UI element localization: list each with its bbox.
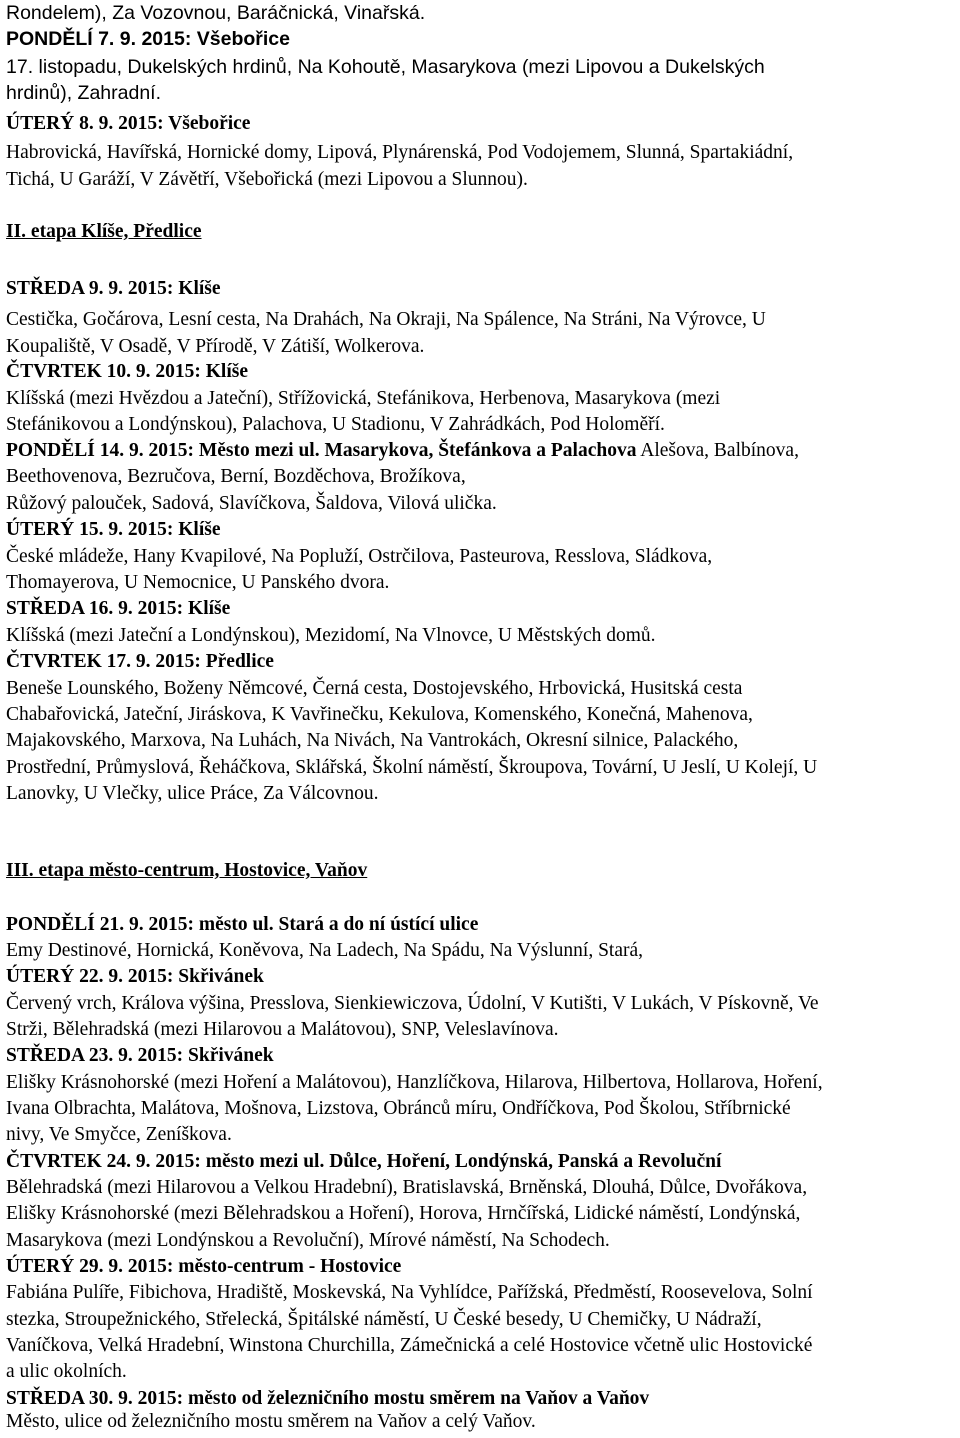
text-line: Prostřední, Průmyslová, Řeháčkova, Sklářská, Školní náměstí, Škroupova, Tovární, U Jeslí, U Kolejí, U [6,757,818,778]
day-heading: STŘEDA 9. 9. 2015: Klíše [6,278,221,299]
text-line: Beneše Lounského, Boženy Němcové, Černá cesta, Dostojevského, Hrbovická, Husitská cesta [6,678,743,699]
section-heading: II. etapa Klíše, Předlice [6,221,202,242]
text-line: Tichá, U Garáží, V Závětří, Všebořická (mezi Lipovou a Slunnou). [6,169,528,190]
text-line: Thomayerova, U Nemocnice, U Panského dvora. [6,572,390,593]
section-heading: III. etapa město-centrum, Hostovice, Vaňov [6,860,368,881]
text-line: Klíšská (mezi Hvězdou a Jateční), Střížovická, Stefánikova, Herbenova, Masarykova (mezi [6,388,721,409]
text-line [6,438,799,464]
text-line: Strži, Bělehradská (mezi Hilarovou a Malátovou), SNP, Veleslavínova. [6,1019,559,1040]
text-line [6,1149,721,1175]
text-line: Beethovenova, Bezručova, Berní, Bozděchova, Brožíkova, [6,466,466,487]
text-line: hrdinů), Zahradní. [6,82,162,104]
text-line: Cestička, Gočárova, Lesní cesta, Na Drahách, Na Okraji, Na Spálence, Na Stráni, Na Výrovce, U [6,309,766,330]
day-heading: PONDĚLÍ 14. 9. 2015: Město mezi ul. [6,440,320,461]
text-line: Koupaliště, V Osadě, V Přírodě, V Zátiší, Wolkerova. [6,336,425,357]
text-line: Ivana Olbrachta, Malátova, Mošnova, Lizstova, Obránců míru, Ondříčkova, Pod Školou, Stříbrnické [6,1098,791,1119]
text-line: Vaníčkova, Velká Hradební, Winstona Churchilla, Zámečnická a celé Hostovice včetně ulic Hostovické [6,1335,813,1356]
text-line: Lanovky, U Vlečky, ulice Práce, Za Válcovnou. [6,783,379,804]
text-line: Klíšská (mezi Jateční a Londýnskou), Mezidomí, Na Vlnovce, U Městských domů. [6,625,656,646]
text-line: stezka, Stroupežnického, Střelecká, Špitálské náměstí, U České besedy, U Chemičky, U Nádraží, [6,1309,762,1330]
day-heading: STŘEDA 23. 9. 2015: Skřivánek [6,1045,274,1066]
day-heading: ÚTERÝ 29. 9. 2015: město-centrum - Hostovice [6,1256,402,1277]
street-range: Masarykova, Štefánkova a Palachova [319,440,637,461]
text-line: 17. listopadu, Dukelských hrdinů, Na Kohoutě, Masarykova (mezi Lipovou a Dukelských [6,56,765,78]
text-line [6,912,478,938]
text-line: Emy Destinové, Hornická, Koněvova, Na Ladech, Na Spádu, Na Výslunní, Stará, [6,940,644,961]
day-heading: PONDĚLÍ 21. 9. 2015: město ul. [6,914,274,935]
text-line: Bělehradská (mezi Hilarovou a Velkou Hradební), Bratislavská, Brněnská, Dlouhá, Důlce, Dvořákova, [6,1177,808,1198]
day-heading: ÚTERÝ 22. 9. 2015: Skřivánek [6,966,264,987]
text-line: Stefánikovou a Londýnskou), Palachova, U Stadionu, V Zahrádkách, Pod Holoměří. [6,414,665,435]
text-line: Město, ulice od železničního mostu směrem na Vaňov a celý Vaňov. [6,1411,536,1432]
day-heading: ČTVRTEK 17. 9. 2015: Předlice [6,651,274,672]
text-line: Rondelem), Za Vozovnou, Baráčnická, Vinařská. [6,2,426,24]
text-line: Růžový palouček, Sadová, Slavíčkova, Šaldova, Vilová ulička. [6,493,497,514]
text-line: Habrovická, Havířská, Hornické domy, Lipová, Plynárenská, Pod Vodojemem, Slunná, Spartakiádní, [6,142,794,163]
text-line: Majakovského, Marxova, Na Luhách, Na Nivách, Na Vantrokách, Okresní silnice, Palackého, [6,730,739,751]
day-heading: ČTVRTEK 24. 9. 2015: město mezi ul. [6,1151,325,1172]
text-span: Alešova, Balbínova, [636,440,799,461]
text-line: a ulic okolních. [6,1361,127,1382]
day-heading: ÚTERÝ 8. 9. 2015: Všebořice [6,113,251,134]
text-line: Červený vrch, Králova výšina, Presslova, Sienkiewiczova, Údolní, V Kutišti, V Lukách, V Pískovně, Ve [6,993,819,1014]
text-line: Elišky Krásnohorské (mezi Hoření a Malátovou), Hanzlíčkova, Hilarova, Hilbertova, Hollarova, Hoření, [6,1072,823,1093]
street-range: Stará a do ní ústící ulice [273,914,479,935]
text-line: České mládeže, Hany Kvapilové, Na Popluží, Ostrčilova, Pasteurova, Resslova, Sládkova, [6,546,713,567]
text-line: nivy, Ve Smyčce, Zeníškova. [6,1124,232,1145]
day-heading: PONDĚLÍ 7. 9. 2015: Všebořice [6,28,290,50]
day-heading: ČTVRTEK 10. 9. 2015: Klíše [6,361,248,382]
text-line: Chabařovická, Jateční, Jiráskova, K Vavřinečku, Kekulova, Komenského, Konečná, Mahenova, [6,704,753,725]
day-heading: ÚTERÝ 15. 9. 2015: Klíše [6,519,221,540]
text-line: Fabiána Pulíře, Fibichova, Hradiště, Moskevská, Na Vyhlídce, Pařížská, Předměstí, Roosevelova, Solní [6,1282,813,1303]
day-heading: STŘEDA 30. 9. 2015: město od železničního mostu směrem na Vaňov a Vaňov [6,1388,650,1409]
day-heading: STŘEDA 16. 9. 2015: Klíše [6,598,231,619]
street-range: Důlce, Hoření, Londýnská, Panská a Revoluční [324,1151,722,1172]
text-line: Masarykova (mezi Londýnskou a Revoluční), Mírové náměstí, Na Schodech. [6,1230,610,1251]
text-line: Elišky Krásnohorské (mezi Bělehradskou a Hoření), Horova, Hrnčířská, Lidické náměstí, Londýnská, [6,1203,801,1224]
